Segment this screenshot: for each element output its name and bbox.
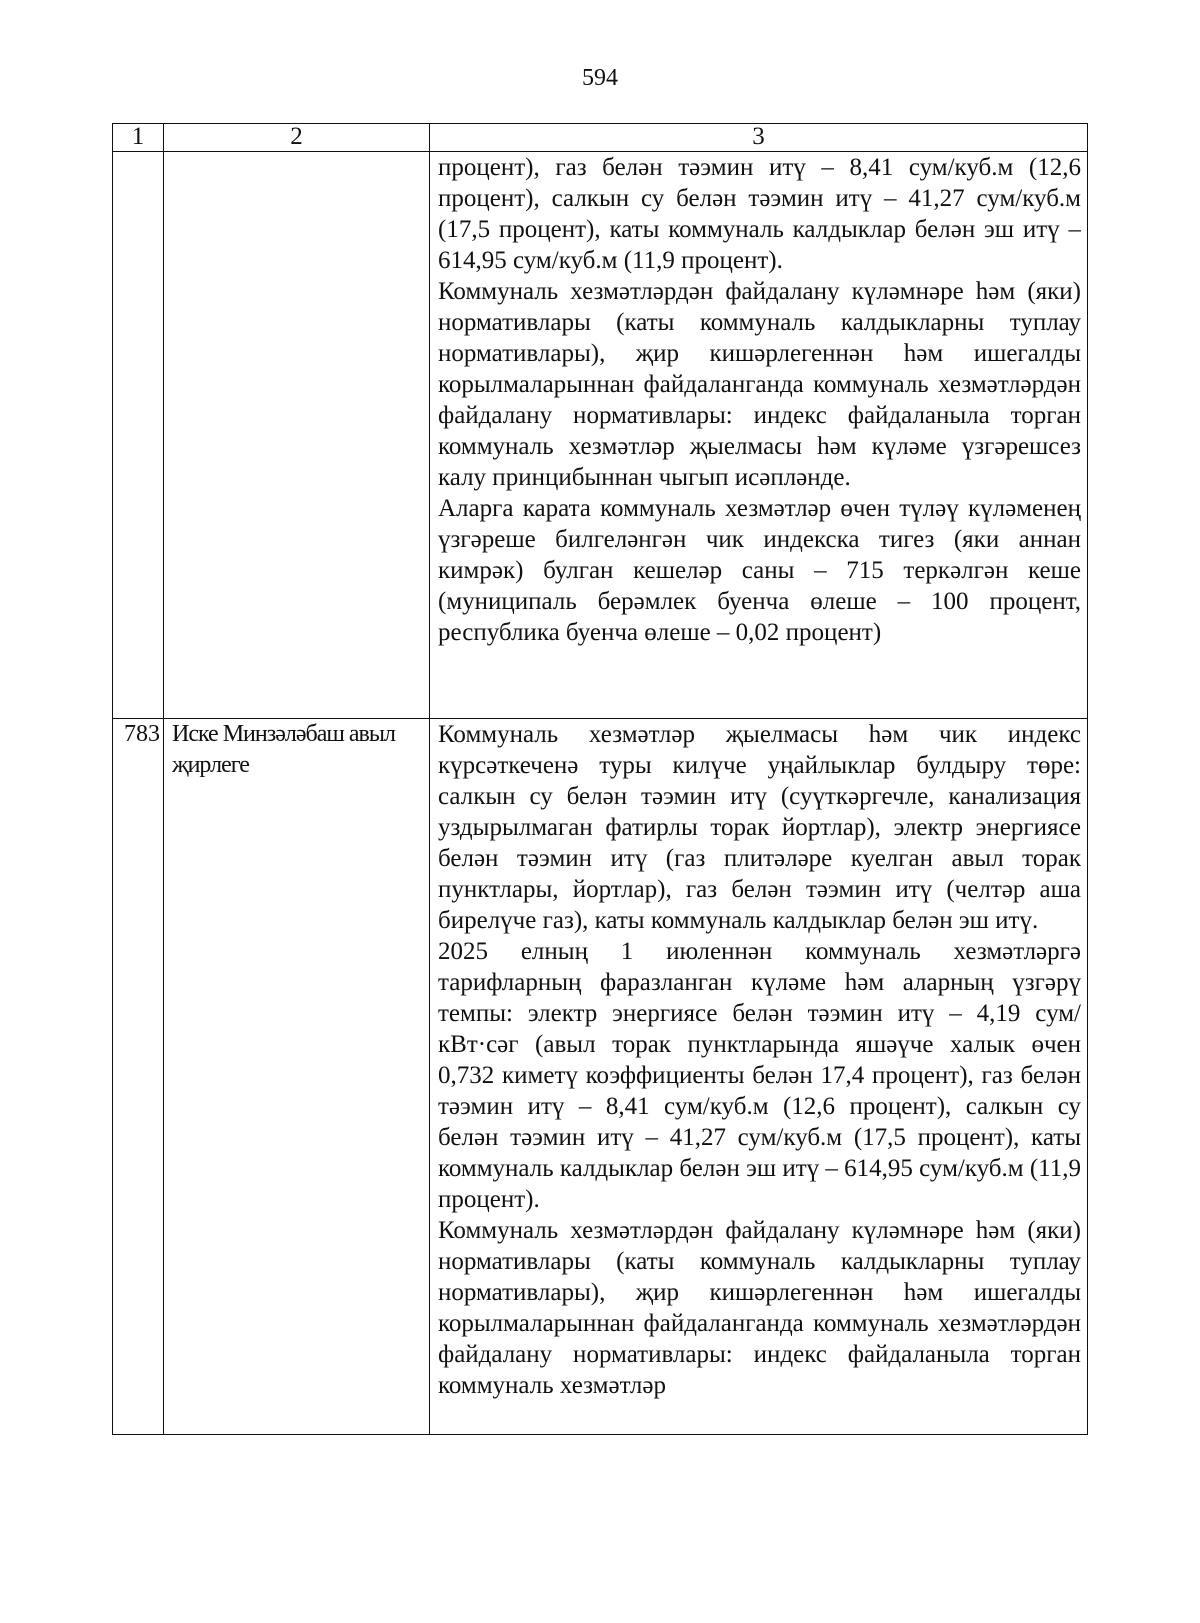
description-paragraph: Коммуналь хезмәтләр җыелмасы һәм чик индекс күрсәткеченә туры килүче уңайлыклар булдыру төре: салкын су белән тәэмин итү (суүткәргечле, канализация уздырылмаган фатирлы торак йортлар), электр энергиясе белән тәэмин итү (газ плитәләре куелган авыл торак пунктлары, йортлар), газ белән тәэмин итү (челтәр аша бирелүче газ), каты коммуналь калдыклар белән эш итү. [438,721,1081,934]
description-paragraph: Аларга карата коммуналь хезмәтләр өчен түләү күләменең үзгәреше билгеләнгән чик индекска тигез (яки аннан кимрәк) булган кешеләр саны – 715 теркәлгән кеше (муниципаль берәмлек буенча өлеше – 100 процент, республика буенча өлеше – 0,02 процент) [438,495,1081,646]
data-table [112,123,1088,1435]
row-number-cell [113,152,164,719]
table-row [113,719,1088,1435]
table-row [113,152,1088,719]
column-header-description: 3 [430,124,1088,152]
description-paragraph: 2025 елның 1 июленнән коммуналь хезмәтләргә тарифларның фаразланган күләме һәм аларның үзгәрү темпы: электр энергиясе белән тәэмин итү – 4,19 сум/кВт·сәг (авыл торак пунктларында яшәүче халык өчен 0,732 киметү коэффициенты белән 17,4 процент), газ белән тәэмин итү – 8,41 сум/куб.м (12,6 процент), салкын су белән тәэмин итү – 41,27 сум/куб.м (17,5 процент), каты коммуналь калдыклар белән эш итү – 614,95 сум/куб.м (11,9 процент). [438,938,1081,1213]
row-name-cell: Иске Минзәләбаш авыл җирлеге [164,719,430,1435]
row-description-cell [430,152,1088,719]
column-header-number: 1 [113,124,164,152]
row-number-cell: 783 [113,719,164,1435]
description-paragraph: процент), газ белән тәэмин итү – 8,41 сум/куб.м (12,6 процент), салкын су белән тәэмин итү – 41,27 сум/куб.м (17,5 процент), каты коммуналь калдыклар белән эш итү – 614,95 сум/куб.м (11,9 процент). [438,154,1081,274]
description-paragraph: Коммуналь хезмәтләрдән файдалану күләмнәре һәм (яки) нормативлары (каты коммуналь калдыкларны туплау нормативлары), җир кишәрлегеннән һәм ишегалды корылмаларыннан файдаланганда коммуналь хезмәтләрдән файдалану нормативлары: индекс файдаланыла торган коммуналь хезмәтләр җыелмасы һәм күләме үзгәрешсез калу принцибыннан чыгып исәпләнде. [438,278,1081,491]
row-name-cell [164,152,430,719]
description-paragraph: Коммуналь хезмәтләрдән файдалану күләмнәре һәм (яки) нормативлары (каты коммуналь калдыкларны туплау нормативлары), җир кишәрлегеннән һәм ишегалды корылмаларыннан файдаланганда коммуналь хезмәтләрдән файдалану нормативлары: индекс файдаланыла торган коммуналь хезмәтләр [438,1217,1081,1399]
column-header-name: 2 [164,124,430,152]
row-description-cell [430,719,1088,1435]
table-header-row [113,124,1088,152]
page-number: 594 [582,65,618,91]
